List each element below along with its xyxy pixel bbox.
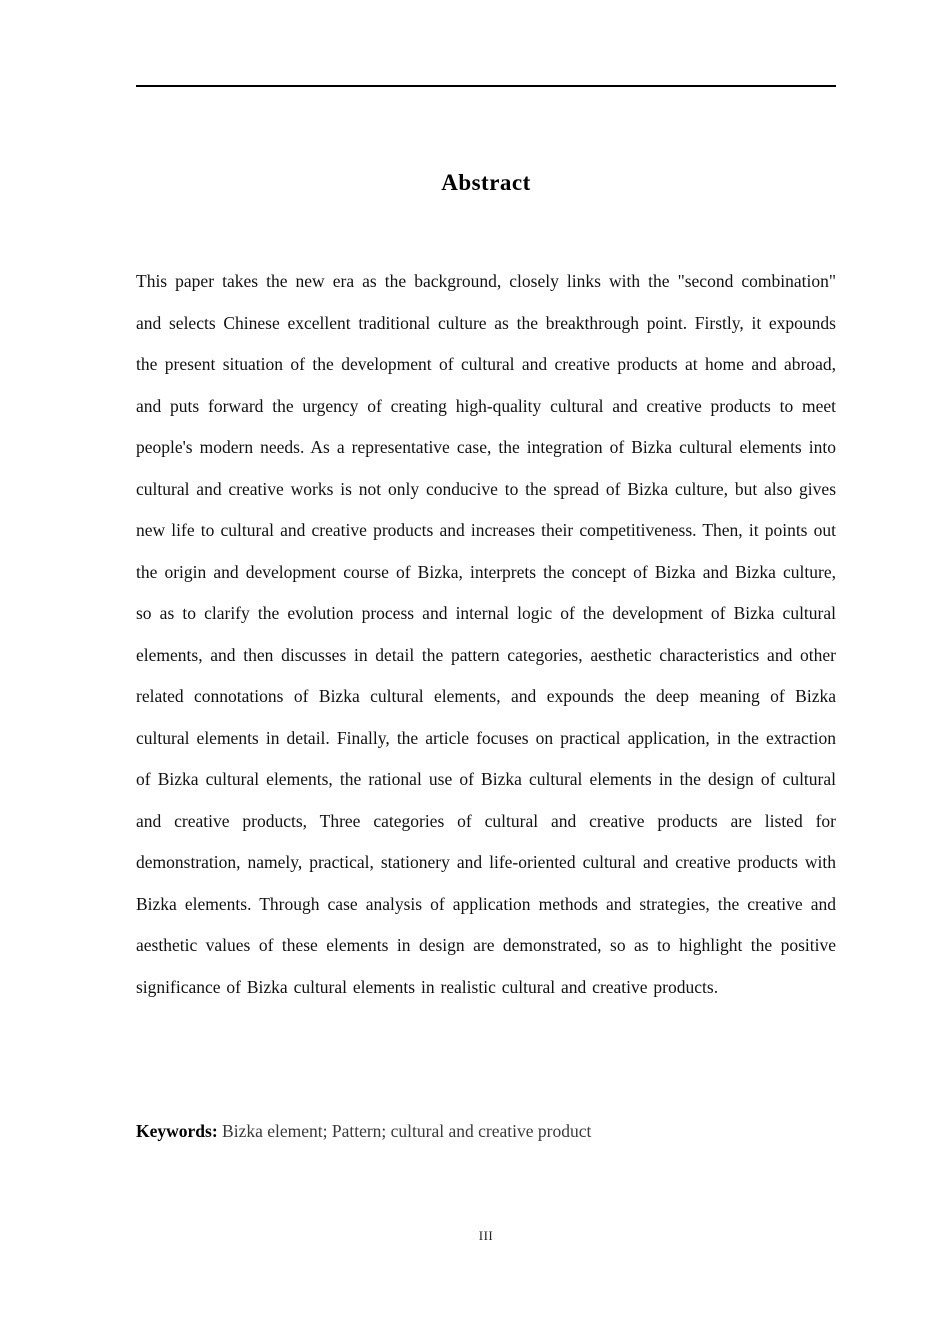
page-number: III [478, 1228, 494, 1243]
keywords-value: Bizka element; Pattern; cultural and creative product [222, 1121, 592, 1141]
keywords-line [136, 1119, 836, 1143]
keywords-label: Keywords: [136, 1121, 218, 1141]
abstract-paragraph: This paper takes the new era as the background, closely links with the "second combination" and selects Chinese excellent traditional culture as the breakthrough point. Firstly, it expounds the present situation of the development of cultural and creative products at home and abroad, and puts forward the urgency of creating high-quality cultural and creative products to meet people's modern needs. As a representative case, the integration of Bizka cultural elements into cultural and creative works is not only conducive to the spread of Bizka culture, but also gives new life to cultural and creative products and increases their competitiveness. Then, it points out the origin and development course of Bizka, interprets the concept of Bizka and Bizka culture, so as to clarify the evolution process and internal logic of the development of Bizka cultural elements, and then discusses in detail the pattern categories, aesthetic characteristics and other related connotations of Bizka cultural elements, and expounds the deep meaning of Bizka cultural elements in detail. Finally, the article focuses on practical application, in the extraction of Bizka cultural elements, the rational use of Bizka cultural elements in the design of cultural and creative products, Three categories of cultural and creative products are listed for demonstration, namely, practical, stationery and life-oriented cultural and creative products with Bizka elements. Through case analysis of application methods and strategies, the creative and aesthetic values of these elements in design are demonstrated, so as to highlight the positive significance of Bizka cultural elements in realistic cultural and creative products. [136, 271, 836, 997]
page-title: Abstract [441, 170, 531, 195]
header-rule [136, 85, 836, 87]
